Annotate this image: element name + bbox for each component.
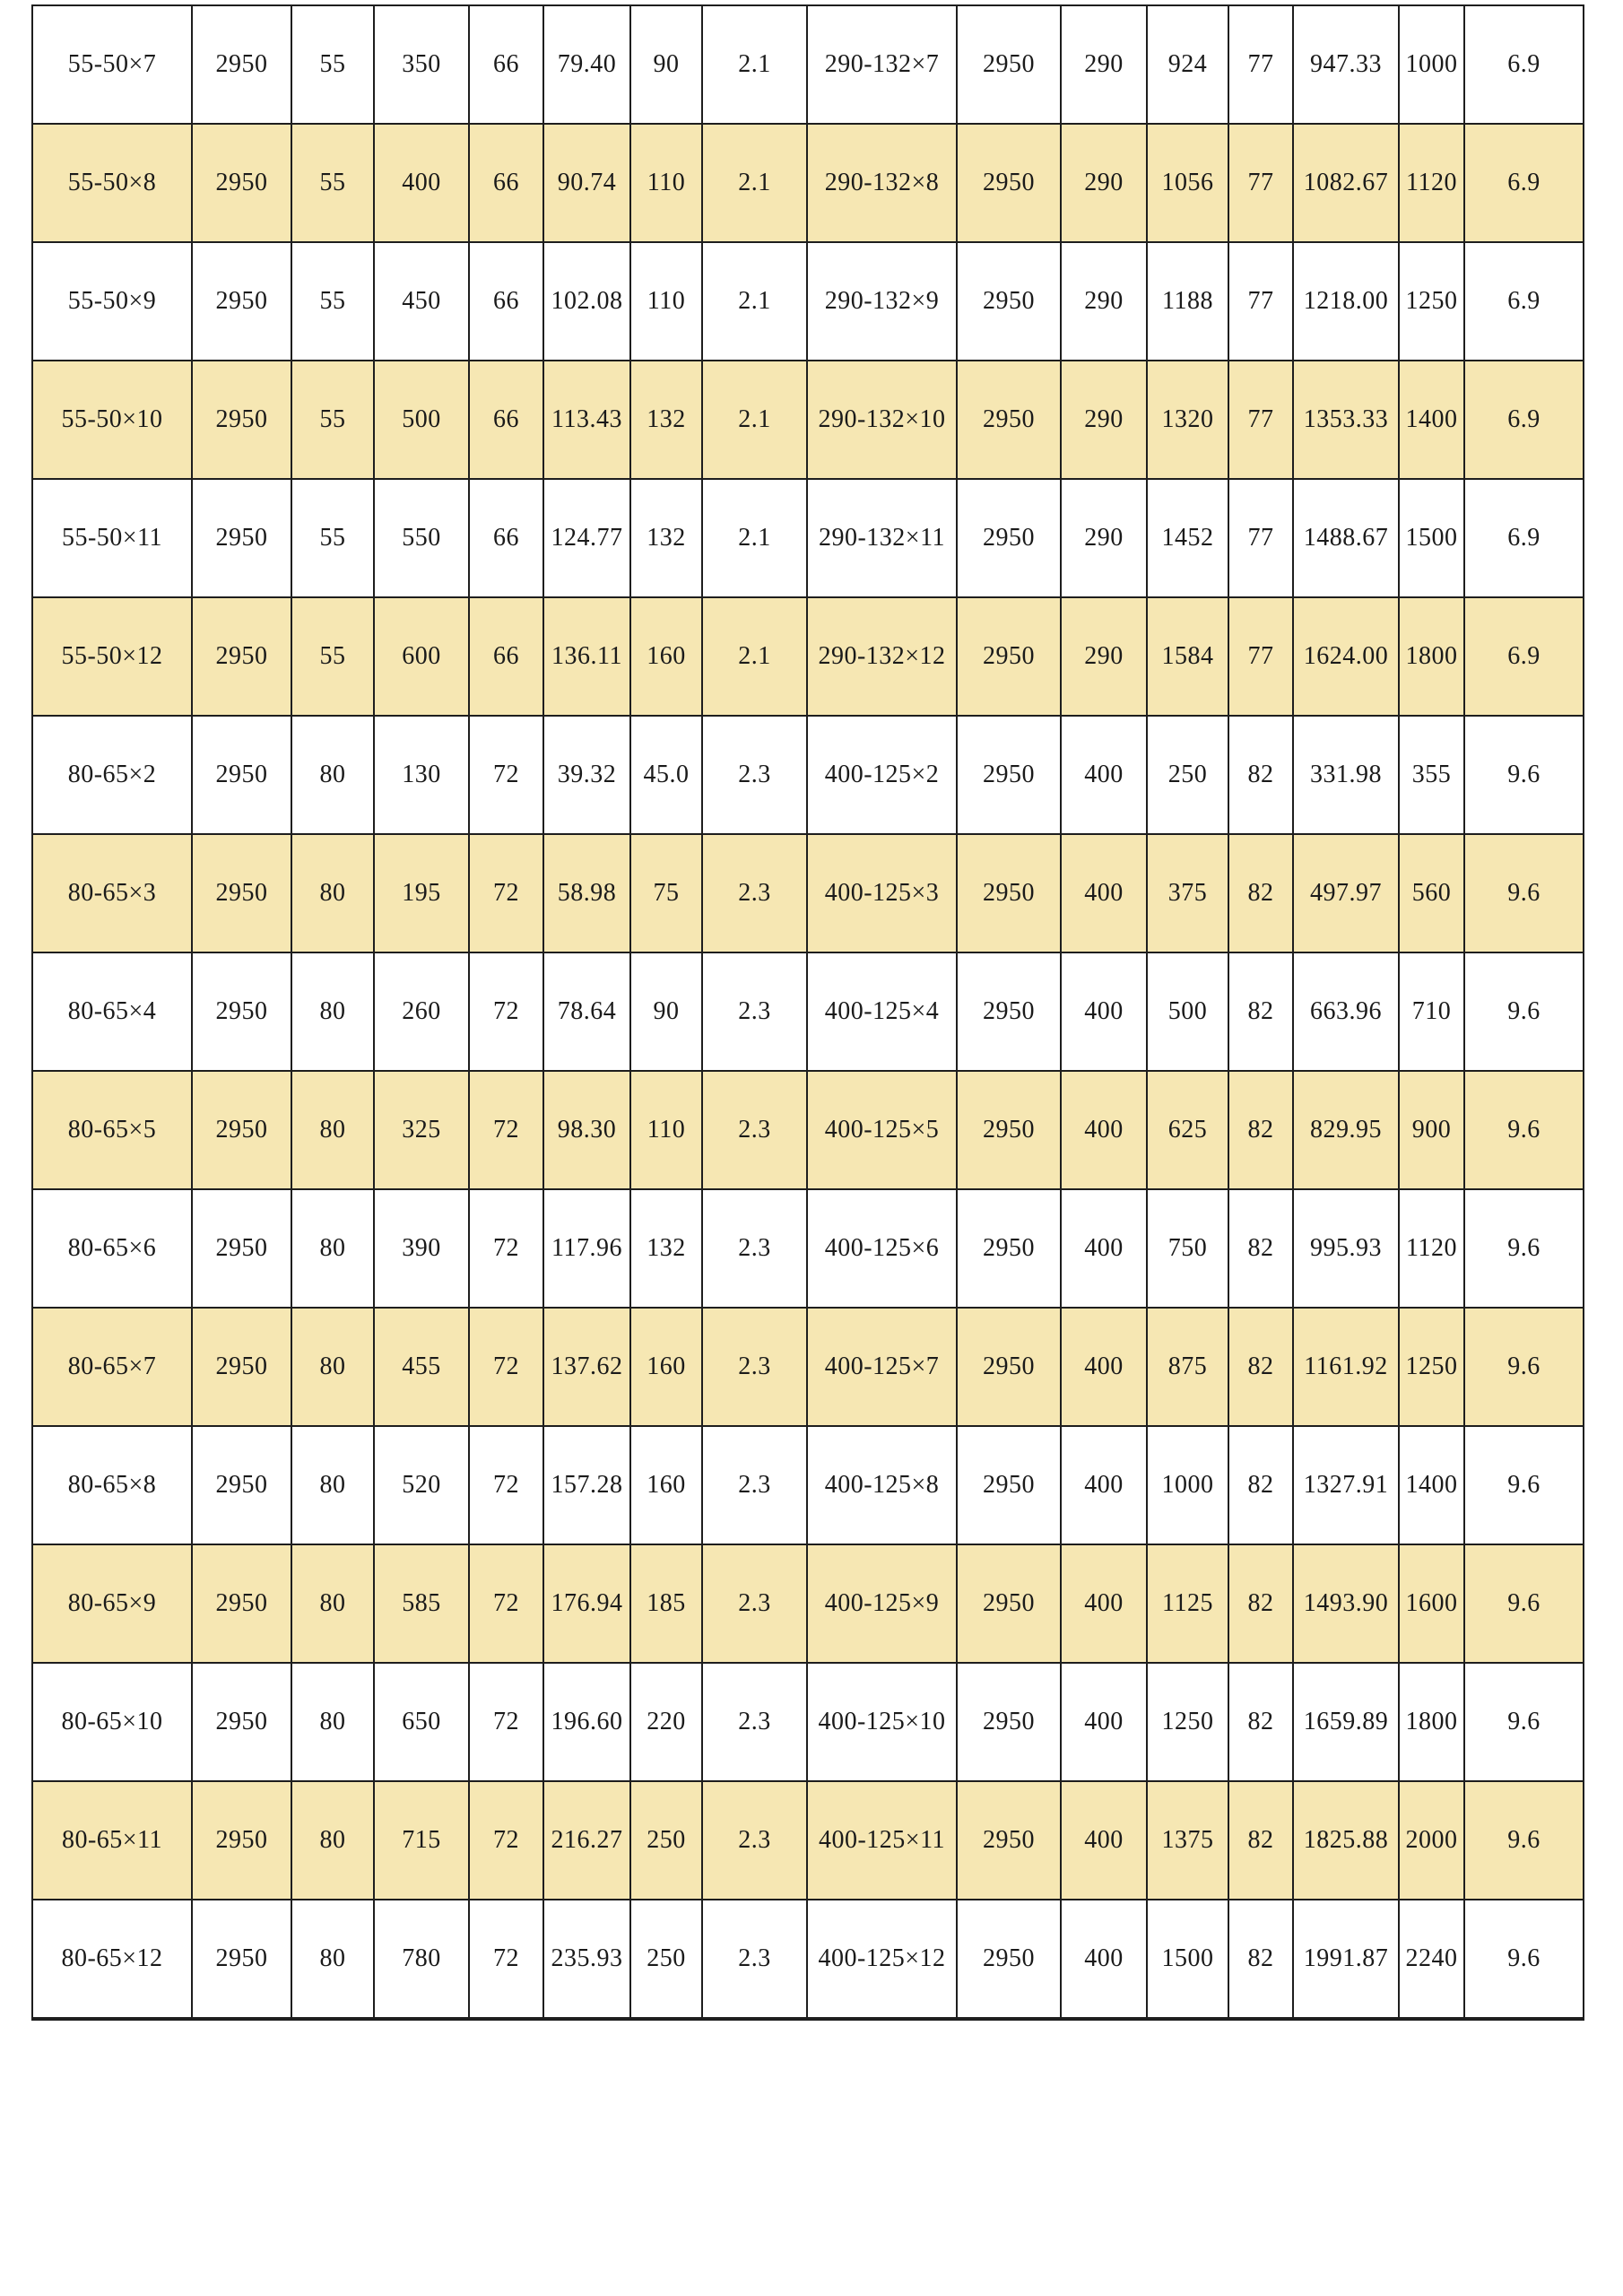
table-cell: 58.98 <box>543 834 630 952</box>
table-row <box>32 124 1584 242</box>
table-cell: 1500 <box>1399 479 1464 597</box>
table-cell: 80 <box>291 1189 374 1308</box>
table-cell: 72 <box>469 716 543 834</box>
table-row <box>32 1189 1584 1308</box>
table-cell: 2950 <box>957 834 1061 952</box>
table-cell: 80 <box>291 1781 374 1900</box>
table-cell: 72 <box>469 1781 543 1900</box>
table-cell: 132 <box>630 361 702 479</box>
table-cell: 160 <box>630 1426 702 1544</box>
table-cell: 176.94 <box>543 1544 630 1663</box>
table-cell: 110 <box>630 1071 702 1189</box>
table-cell: 110 <box>630 242 702 361</box>
table-cell: 2950 <box>192 1544 291 1663</box>
table-cell: 2950 <box>957 1900 1061 2019</box>
table-cell: 1400 <box>1399 361 1464 479</box>
table-cell: 2950 <box>192 361 291 479</box>
table-cell: 80 <box>291 1308 374 1426</box>
table-cell: 290-132×9 <box>807 242 957 361</box>
table-cell: 2.1 <box>702 479 807 597</box>
table-cell: 829.95 <box>1293 1071 1399 1189</box>
table-cell: 400-125×9 <box>807 1544 957 1663</box>
table-cell: 9.6 <box>1464 1663 1584 1781</box>
table-cell: 55 <box>291 124 374 242</box>
table-cell: 39.32 <box>543 716 630 834</box>
table-cell: 80-65×8 <box>32 1426 192 1544</box>
table-cell: 9.6 <box>1464 1900 1584 2019</box>
table-cell: 400-125×5 <box>807 1071 957 1189</box>
table-cell: 1161.92 <box>1293 1308 1399 1426</box>
table-cell: 77 <box>1228 242 1293 361</box>
table-cell: 710 <box>1399 952 1464 1071</box>
table-cell: 80 <box>291 834 374 952</box>
table-cell: 2.3 <box>702 1426 807 1544</box>
table-cell: 2950 <box>957 1426 1061 1544</box>
table-cell: 947.33 <box>1293 5 1399 124</box>
table-cell: 9.6 <box>1464 1544 1584 1663</box>
table-cell: 400 <box>374 124 469 242</box>
table-cell: 325 <box>374 1071 469 1189</box>
table-cell: 924 <box>1147 5 1228 124</box>
table-cell: 2950 <box>192 1189 291 1308</box>
table-row <box>32 1426 1584 1544</box>
table-cell: 78.64 <box>543 952 630 1071</box>
table-cell: 66 <box>469 5 543 124</box>
table-cell: 80-65×10 <box>32 1663 192 1781</box>
table-cell: 2950 <box>192 1663 291 1781</box>
table-cell: 55-50×11 <box>32 479 192 597</box>
table-cell: 2000 <box>1399 1781 1464 1900</box>
table-cell: 1800 <box>1399 597 1464 716</box>
table-cell: 290 <box>1061 5 1147 124</box>
table-cell: 400 <box>1061 1308 1147 1426</box>
table-cell: 72 <box>469 1900 543 2019</box>
table-cell: 6.9 <box>1464 597 1584 716</box>
table-cell: 6.9 <box>1464 124 1584 242</box>
table-cell: 2950 <box>957 1544 1061 1663</box>
table-cell: 80-65×11 <box>32 1781 192 1900</box>
table-cell: 1500 <box>1147 1900 1228 2019</box>
table-cell: 80-65×12 <box>32 1900 192 2019</box>
table-cell: 55-50×12 <box>32 597 192 716</box>
table-cell: 560 <box>1399 834 1464 952</box>
table-cell: 1000 <box>1147 1426 1228 1544</box>
table-cell: 995.93 <box>1293 1189 1399 1308</box>
table-cell: 82 <box>1228 1189 1293 1308</box>
table-cell: 2950 <box>957 1781 1061 1900</box>
table-row <box>32 1900 1584 2019</box>
table-cell: 66 <box>469 361 543 479</box>
table-cell: 1056 <box>1147 124 1228 242</box>
table-cell: 55 <box>291 597 374 716</box>
table-cell: 400 <box>1061 1781 1147 1900</box>
table-cell: 1584 <box>1147 597 1228 716</box>
table-cell: 72 <box>469 1308 543 1426</box>
table-cell: 331.98 <box>1293 716 1399 834</box>
table-cell: 113.43 <box>543 361 630 479</box>
table-cell: 6.9 <box>1464 361 1584 479</box>
table-cell: 1452 <box>1147 479 1228 597</box>
table-row <box>32 952 1584 1071</box>
table-cell: 290 <box>1061 597 1147 716</box>
table-cell: 9.6 <box>1464 1189 1584 1308</box>
table-cell: 235.93 <box>543 1900 630 2019</box>
table-cell: 2950 <box>192 952 291 1071</box>
table-row <box>32 1071 1584 1189</box>
table-cell: 2.3 <box>702 716 807 834</box>
table-cell: 77 <box>1228 479 1293 597</box>
table-cell: 1488.67 <box>1293 479 1399 597</box>
table-cell: 625 <box>1147 1071 1228 1189</box>
table-cell: 82 <box>1228 1071 1293 1189</box>
table-cell: 1120 <box>1399 1189 1464 1308</box>
table-cell: 80-65×6 <box>32 1189 192 1308</box>
table-row <box>32 597 1584 716</box>
table-cell: 82 <box>1228 1308 1293 1426</box>
table-cell: 102.08 <box>543 242 630 361</box>
table-cell: 1659.89 <box>1293 1663 1399 1781</box>
table-cell: 400-125×11 <box>807 1781 957 1900</box>
table-cell: 375 <box>1147 834 1228 952</box>
table-cell: 2950 <box>192 1308 291 1426</box>
table-cell: 55 <box>291 5 374 124</box>
table-cell: 400 <box>1061 952 1147 1071</box>
table-cell: 2950 <box>192 242 291 361</box>
table-cell: 290-132×10 <box>807 361 957 479</box>
table-cell: 2.3 <box>702 1308 807 1426</box>
table-cell: 216.27 <box>543 1781 630 1900</box>
table-cell: 520 <box>374 1426 469 1544</box>
table-cell: 2950 <box>957 479 1061 597</box>
table-cell: 550 <box>374 479 469 597</box>
table-cell: 1188 <box>1147 242 1228 361</box>
table-row <box>32 1308 1584 1426</box>
table-cell: 1800 <box>1399 1663 1464 1781</box>
table-cell: 400-125×6 <box>807 1189 957 1308</box>
table-cell: 2950 <box>957 124 1061 242</box>
table-cell: 2950 <box>192 479 291 597</box>
table-cell: 400-125×3 <box>807 834 957 952</box>
table-cell: 80-65×2 <box>32 716 192 834</box>
table-row <box>32 1781 1584 1900</box>
table-cell: 290-132×11 <box>807 479 957 597</box>
table-cell: 400 <box>1061 1071 1147 1189</box>
table-row <box>32 1663 1584 1781</box>
table-cell: 2950 <box>192 5 291 124</box>
table-cell: 72 <box>469 952 543 1071</box>
table-cell: 80-65×4 <box>32 952 192 1071</box>
table-cell: 1327.91 <box>1293 1426 1399 1544</box>
table-cell: 132 <box>630 479 702 597</box>
pump-spec-table <box>31 4 1584 2021</box>
table-cell: 66 <box>469 479 543 597</box>
table-cell: 124.77 <box>543 479 630 597</box>
table-cell: 77 <box>1228 124 1293 242</box>
table-cell: 400 <box>1061 1189 1147 1308</box>
table-row <box>32 834 1584 952</box>
table-cell: 250 <box>630 1781 702 1900</box>
table-cell: 400-125×7 <box>807 1308 957 1426</box>
table-cell: 390 <box>374 1189 469 1308</box>
table-cell: 290-132×7 <box>807 5 957 124</box>
table-row <box>32 1544 1584 1663</box>
table-cell: 290 <box>1061 242 1147 361</box>
table-cell: 160 <box>630 1308 702 1426</box>
table-cell: 80 <box>291 1900 374 2019</box>
table-cell: 875 <box>1147 1308 1228 1426</box>
table-cell: 2950 <box>957 597 1061 716</box>
table-cell: 80 <box>291 1663 374 1781</box>
table-cell: 1493.90 <box>1293 1544 1399 1663</box>
table-cell: 290-132×8 <box>807 124 957 242</box>
table-cell: 80 <box>291 1426 374 1544</box>
table-cell: 55 <box>291 361 374 479</box>
table-cell: 45.0 <box>630 716 702 834</box>
table-cell: 72 <box>469 1663 543 1781</box>
table-cell: 55-50×10 <box>32 361 192 479</box>
table-cell: 290 <box>1061 124 1147 242</box>
table-cell: 715 <box>374 1781 469 1900</box>
table-cell: 2950 <box>957 716 1061 834</box>
table-cell: 500 <box>374 361 469 479</box>
table-row <box>32 361 1584 479</box>
table-cell: 2950 <box>957 361 1061 479</box>
table-cell: 600 <box>374 597 469 716</box>
table-cell: 290 <box>1061 361 1147 479</box>
table-cell: 2950 <box>192 834 291 952</box>
table-cell: 72 <box>469 834 543 952</box>
table-cell: 2.3 <box>702 1189 807 1308</box>
table-cell: 400-125×8 <box>807 1426 957 1544</box>
table-cell: 6.9 <box>1464 479 1584 597</box>
table-cell: 110 <box>630 124 702 242</box>
table-cell: 2.3 <box>702 1663 807 1781</box>
table-cell: 2.1 <box>702 597 807 716</box>
table-cell: 450 <box>374 242 469 361</box>
table-cell: 82 <box>1228 952 1293 1071</box>
table-cell: 2950 <box>192 124 291 242</box>
table-cell: 77 <box>1228 5 1293 124</box>
table-cell: 2950 <box>957 242 1061 361</box>
table-cell: 6.9 <box>1464 242 1584 361</box>
table-cell: 497.97 <box>1293 834 1399 952</box>
table-cell: 2.3 <box>702 1900 807 2019</box>
table-cell: 290 <box>1061 479 1147 597</box>
table-cell: 117.96 <box>543 1189 630 1308</box>
table-cell: 80-65×5 <box>32 1071 192 1189</box>
table-cell: 400-125×4 <box>807 952 957 1071</box>
table-cell: 55 <box>291 479 374 597</box>
table-cell: 400-125×2 <box>807 716 957 834</box>
table-cell: 185 <box>630 1544 702 1663</box>
table-cell: 1250 <box>1399 242 1464 361</box>
table-cell: 72 <box>469 1189 543 1308</box>
table-cell: 77 <box>1228 361 1293 479</box>
table-cell: 1624.00 <box>1293 597 1399 716</box>
table-cell: 750 <box>1147 1189 1228 1308</box>
table-cell: 1082.67 <box>1293 124 1399 242</box>
table-cell: 82 <box>1228 834 1293 952</box>
table-cell: 55 <box>291 242 374 361</box>
table-cell: 1375 <box>1147 1781 1228 1900</box>
table-cell: 400 <box>1061 1663 1147 1781</box>
table-cell: 400-125×12 <box>807 1900 957 2019</box>
table-cell: 2950 <box>957 952 1061 1071</box>
table-cell: 2.1 <box>702 361 807 479</box>
table-cell: 2950 <box>957 1189 1061 1308</box>
table-cell: 80 <box>291 716 374 834</box>
table-cell: 400-125×10 <box>807 1663 957 1781</box>
table-cell: 80-65×3 <box>32 834 192 952</box>
table-cell: 66 <box>469 242 543 361</box>
table-cell: 9.6 <box>1464 834 1584 952</box>
table-cell: 132 <box>630 1189 702 1308</box>
table-cell: 400 <box>1061 1544 1147 1663</box>
table-cell: 2950 <box>192 597 291 716</box>
table-cell: 1991.87 <box>1293 1900 1399 2019</box>
table-body <box>32 5 1584 2019</box>
table-cell: 98.30 <box>543 1071 630 1189</box>
table-cell: 77 <box>1228 597 1293 716</box>
table-cell: 2.1 <box>702 5 807 124</box>
table-cell: 400 <box>1061 1900 1147 2019</box>
table-cell: 350 <box>374 5 469 124</box>
table-row <box>32 479 1584 597</box>
table-cell: 82 <box>1228 1663 1293 1781</box>
table-cell: 9.6 <box>1464 1781 1584 1900</box>
table-cell: 80 <box>291 1544 374 1663</box>
table-cell: 355 <box>1399 716 1464 834</box>
table-cell: 1600 <box>1399 1544 1464 1663</box>
table-cell: 1250 <box>1147 1663 1228 1781</box>
table-cell: 82 <box>1228 1781 1293 1900</box>
table-cell: 2.3 <box>702 1781 807 1900</box>
table-cell: 2950 <box>957 1308 1061 1426</box>
table-cell: 400 <box>1061 834 1147 952</box>
table-cell: 9.6 <box>1464 1426 1584 1544</box>
table-cell: 196.60 <box>543 1663 630 1781</box>
table-cell: 400 <box>1061 1426 1147 1544</box>
table-cell: 75 <box>630 834 702 952</box>
table-cell: 2950 <box>957 1663 1061 1781</box>
table-cell: 2950 <box>192 716 291 834</box>
table-cell: 90 <box>630 952 702 1071</box>
table-cell: 290-132×12 <box>807 597 957 716</box>
table-cell: 55-50×9 <box>32 242 192 361</box>
table-cell: 900 <box>1399 1071 1464 1189</box>
table-cell: 80-65×7 <box>32 1308 192 1426</box>
table-row <box>32 242 1584 361</box>
table-cell: 2.1 <box>702 242 807 361</box>
table-row <box>32 716 1584 834</box>
table-cell: 260 <box>374 952 469 1071</box>
table-cell: 1400 <box>1399 1426 1464 1544</box>
table-cell: 82 <box>1228 1900 1293 2019</box>
table-cell: 136.11 <box>543 597 630 716</box>
table-cell: 2.3 <box>702 952 807 1071</box>
table-cell: 2950 <box>192 1900 291 2019</box>
table-cell: 157.28 <box>543 1426 630 1544</box>
table-cell: 80 <box>291 1071 374 1189</box>
table-cell: 585 <box>374 1544 469 1663</box>
table-cell: 195 <box>374 834 469 952</box>
table-cell: 130 <box>374 716 469 834</box>
table-cell: 1218.00 <box>1293 242 1399 361</box>
table-cell: 80-65×9 <box>32 1544 192 1663</box>
table-cell: 79.40 <box>543 5 630 124</box>
table-cell: 400 <box>1061 716 1147 834</box>
table-cell: 66 <box>469 597 543 716</box>
table-cell: 250 <box>630 1900 702 2019</box>
table-cell: 90 <box>630 5 702 124</box>
table-cell: 650 <box>374 1663 469 1781</box>
table-cell: 2950 <box>957 1071 1061 1189</box>
table-cell: 55-50×8 <box>32 124 192 242</box>
table-cell: 2.3 <box>702 1071 807 1189</box>
table-cell: 2240 <box>1399 1900 1464 2019</box>
table-cell: 9.6 <box>1464 1071 1584 1189</box>
table-cell: 1320 <box>1147 361 1228 479</box>
table-cell: 1000 <box>1399 5 1464 124</box>
table-cell: 2.3 <box>702 1544 807 1663</box>
table-cell: 137.62 <box>543 1308 630 1426</box>
table-cell: 220 <box>630 1663 702 1781</box>
table-cell: 80 <box>291 952 374 1071</box>
table-cell: 2950 <box>192 1071 291 1189</box>
table-cell: 250 <box>1147 716 1228 834</box>
table-cell: 160 <box>630 597 702 716</box>
table-cell: 55-50×7 <box>32 5 192 124</box>
table-cell: 6.9 <box>1464 5 1584 124</box>
table-cell: 2.1 <box>702 124 807 242</box>
table-cell: 663.96 <box>1293 952 1399 1071</box>
table-cell: 2.3 <box>702 834 807 952</box>
table-cell: 2950 <box>957 5 1061 124</box>
table-cell: 2950 <box>192 1781 291 1900</box>
table-cell: 82 <box>1228 1544 1293 1663</box>
table-cell: 9.6 <box>1464 1308 1584 1426</box>
table-cell: 1125 <box>1147 1544 1228 1663</box>
table-cell: 1120 <box>1399 124 1464 242</box>
table-cell: 9.6 <box>1464 716 1584 834</box>
table-cell: 780 <box>374 1900 469 2019</box>
table-cell: 82 <box>1228 1426 1293 1544</box>
table-cell: 1250 <box>1399 1308 1464 1426</box>
table-cell: 72 <box>469 1426 543 1544</box>
table-cell: 72 <box>469 1544 543 1663</box>
table-cell: 72 <box>469 1071 543 1189</box>
table-cell: 66 <box>469 124 543 242</box>
table-cell: 82 <box>1228 716 1293 834</box>
table-cell: 500 <box>1147 952 1228 1071</box>
table-cell: 1353.33 <box>1293 361 1399 479</box>
table-row <box>32 5 1584 124</box>
table-cell: 2950 <box>192 1426 291 1544</box>
table-cell: 1825.88 <box>1293 1781 1399 1900</box>
table-cell: 455 <box>374 1308 469 1426</box>
table-cell: 9.6 <box>1464 952 1584 1071</box>
table-cell: 90.74 <box>543 124 630 242</box>
